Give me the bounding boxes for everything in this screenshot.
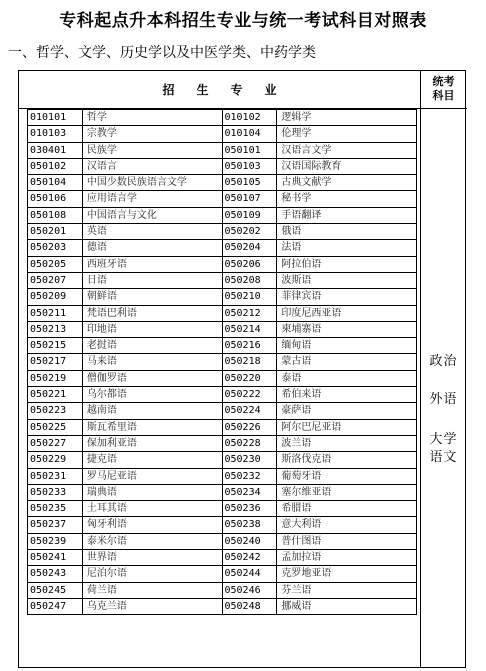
table-row <box>28 208 417 224</box>
major-code: 010102 <box>223 110 278 126</box>
major-code: 050240 <box>223 534 278 550</box>
page-title: 专科起点升本科招生专业与统一考试科目对照表 <box>59 11 427 31</box>
major-name: 希腊语 <box>277 501 417 517</box>
major-name: 希伯来语 <box>277 387 417 403</box>
major-code: 050211 <box>28 306 83 322</box>
major-name: 塞尔维亚语 <box>277 485 417 501</box>
major-name: 汉语国际教育 <box>277 159 417 175</box>
major-code: 050239 <box>28 534 83 550</box>
section-heading: 一、哲学、文学、历史学以及中医学类、中药学类 <box>8 45 316 61</box>
table-row <box>28 240 417 256</box>
major-code: 050246 <box>223 583 278 599</box>
major-name: 朝鲜语 <box>83 289 223 305</box>
header-exam-line1: 统考 <box>432 75 455 88</box>
major-code: 050228 <box>223 436 278 452</box>
major-code: 050245 <box>28 583 83 599</box>
major-name: 芬兰语 <box>277 583 417 599</box>
major-name: 阿拉伯语 <box>277 257 417 273</box>
table-row <box>28 143 417 159</box>
major-name: 中国少数民族语言文学 <box>83 175 223 191</box>
major-code: 050229 <box>28 452 83 468</box>
table-row <box>28 501 417 517</box>
major-name: 罗马尼亚语 <box>83 469 223 485</box>
table-row <box>28 485 417 501</box>
major-name: 斯瓦希里语 <box>83 420 223 436</box>
major-code: 050234 <box>223 485 278 501</box>
table-row <box>28 338 417 354</box>
major-name: 乌尔都语 <box>83 387 223 403</box>
major-code: 050217 <box>28 354 83 370</box>
major-name: 蒙古语 <box>277 354 417 370</box>
major-code: 050235 <box>28 501 83 517</box>
major-name: 逻辑学 <box>277 110 417 126</box>
major-code: 050202 <box>223 224 278 240</box>
major-code: 050107 <box>223 191 278 207</box>
exam-subject-college: 大学 <box>429 432 458 447</box>
major-code: 050105 <box>223 175 278 191</box>
major-code: 050213 <box>28 322 83 338</box>
exam-subject-foreign-language: 外语 <box>429 392 458 407</box>
major-code: 050242 <box>223 550 278 566</box>
major-name: 俄语 <box>277 224 417 240</box>
table-row <box>28 126 417 142</box>
major-code: 050238 <box>223 517 278 533</box>
major-code: 050101 <box>223 143 278 159</box>
table-row <box>28 566 417 582</box>
table-row <box>28 273 417 289</box>
major-name: 豪萨语 <box>277 403 417 419</box>
major-name: 印度尼西亚语 <box>277 306 417 322</box>
major-code: 050226 <box>223 420 278 436</box>
major-code: 050204 <box>223 240 278 256</box>
table-row <box>28 191 417 207</box>
major-code: 050243 <box>28 566 83 582</box>
major-name: 印地语 <box>83 322 223 338</box>
major-name: 古典文献学 <box>277 175 417 191</box>
table-row <box>28 257 417 273</box>
major-name: 阿尔巴尼亚语 <box>277 420 417 436</box>
major-name: 英语 <box>83 224 223 240</box>
table-row <box>28 452 417 468</box>
table-row <box>28 403 417 419</box>
major-code: 050233 <box>28 485 83 501</box>
majors-grid <box>27 109 417 615</box>
major-name: 越南语 <box>83 403 223 419</box>
major-name: 僧伽罗语 <box>83 371 223 387</box>
table-row <box>28 534 417 550</box>
major-code: 050248 <box>223 599 278 615</box>
major-code: 050247 <box>28 599 83 615</box>
major-name: 尼泊尔语 <box>83 566 223 582</box>
table-row <box>28 354 417 370</box>
major-code: 050221 <box>28 387 83 403</box>
major-code: 050210 <box>223 289 278 305</box>
major-code: 050232 <box>223 469 278 485</box>
header-exam-line2: 科目 <box>432 89 455 102</box>
major-code: 050223 <box>28 403 83 419</box>
major-name: 保加利亚语 <box>83 436 223 452</box>
major-code: 010101 <box>28 110 83 126</box>
table-row <box>28 175 417 191</box>
table-row <box>28 469 417 485</box>
table-row <box>28 436 417 452</box>
major-code: 050203 <box>28 240 83 256</box>
major-name: 中国语言与文化 <box>83 208 223 224</box>
major-name: 柬埔寨语 <box>277 322 417 338</box>
exam-subject-chinese: 语文 <box>429 450 458 465</box>
table-row <box>28 583 417 599</box>
major-name: 乌克兰语 <box>83 599 223 615</box>
major-name: 马来语 <box>83 354 223 370</box>
major-name: 哲学 <box>83 110 223 126</box>
table-row <box>28 224 417 240</box>
major-name: 汉语言文学 <box>277 143 417 159</box>
major-code: 050237 <box>28 517 83 533</box>
major-name: 梵语巴利语 <box>83 306 223 322</box>
major-code: 050224 <box>223 403 278 419</box>
major-name: 土耳其语 <box>83 501 223 517</box>
major-name: 波斯语 <box>277 273 417 289</box>
header-majors: 招生专业 <box>162 83 299 97</box>
major-code: 050108 <box>28 208 83 224</box>
header-exam-subjects <box>420 71 467 108</box>
major-name: 孟加拉语 <box>277 550 417 566</box>
table-row <box>28 110 417 126</box>
table-row <box>28 599 417 615</box>
table-row <box>28 159 417 175</box>
major-name: 缅甸语 <box>277 338 417 354</box>
major-name: 宗教学 <box>83 126 223 142</box>
major-name: 斯洛伐克语 <box>277 452 417 468</box>
exam-subject-politics: 政治 <box>429 354 458 369</box>
major-code: 050230 <box>223 452 278 468</box>
table-row <box>28 550 417 566</box>
major-code: 050207 <box>28 273 83 289</box>
major-name: 伦理学 <box>277 126 417 142</box>
table-row <box>28 371 417 387</box>
major-code: 050225 <box>28 420 83 436</box>
major-name: 法语 <box>277 240 417 256</box>
major-name: 德语 <box>83 240 223 256</box>
major-code: 050216 <box>223 338 278 354</box>
major-code: 050215 <box>28 338 83 354</box>
major-code: 010103 <box>28 126 83 142</box>
major-code: 030401 <box>28 143 83 159</box>
major-code: 050109 <box>223 208 278 224</box>
major-code: 050205 <box>28 257 83 273</box>
major-code: 050241 <box>28 550 83 566</box>
major-code: 050209 <box>28 289 83 305</box>
major-name: 应用语言学 <box>83 191 223 207</box>
major-name: 瑞典语 <box>83 485 223 501</box>
major-name: 老挝语 <box>83 338 223 354</box>
major-code: 050219 <box>28 371 83 387</box>
major-code: 050102 <box>28 159 83 175</box>
major-name: 意大利语 <box>277 517 417 533</box>
major-code: 050220 <box>223 371 278 387</box>
major-name: 秘书学 <box>277 191 417 207</box>
major-code: 050104 <box>28 175 83 191</box>
major-code: 050218 <box>223 354 278 370</box>
majors-table <box>18 70 466 668</box>
major-name: 泰米尔语 <box>83 534 223 550</box>
major-code: 050236 <box>223 501 278 517</box>
major-code: 050244 <box>223 566 278 582</box>
major-name: 手语翻译 <box>277 208 417 224</box>
major-name: 世界语 <box>83 550 223 566</box>
table-row <box>28 387 417 403</box>
major-code: 050227 <box>28 436 83 452</box>
major-code: 010104 <box>223 126 278 142</box>
major-name: 普什图语 <box>277 534 417 550</box>
major-code: 050214 <box>223 322 278 338</box>
major-name: 捷克语 <box>83 452 223 468</box>
major-name: 匈牙利语 <box>83 517 223 533</box>
exam-subjects-cell <box>420 108 467 667</box>
major-name: 汉语言 <box>83 159 223 175</box>
major-name: 日语 <box>83 273 223 289</box>
major-name: 波兰语 <box>277 436 417 452</box>
major-name: 民族学 <box>83 143 223 159</box>
major-code: 050208 <box>223 273 278 289</box>
table-row <box>28 420 417 436</box>
major-name: 挪威语 <box>277 599 417 615</box>
major-code: 050231 <box>28 469 83 485</box>
major-name: 克罗地亚语 <box>277 566 417 582</box>
major-code: 050222 <box>223 387 278 403</box>
major-code: 050206 <box>223 257 278 273</box>
major-code: 050201 <box>28 224 83 240</box>
table-row <box>28 517 417 533</box>
table-row <box>28 322 417 338</box>
major-code: 050106 <box>28 191 83 207</box>
major-code: 050212 <box>223 306 278 322</box>
major-name: 荷兰语 <box>83 583 223 599</box>
major-code: 050103 <box>223 159 278 175</box>
major-name: 菲律宾语 <box>277 289 417 305</box>
major-name: 葡萄牙语 <box>277 469 417 485</box>
major-name: 西班牙语 <box>83 257 223 273</box>
major-name: 泰语 <box>277 371 417 387</box>
table-row <box>28 289 417 305</box>
table-row <box>28 306 417 322</box>
